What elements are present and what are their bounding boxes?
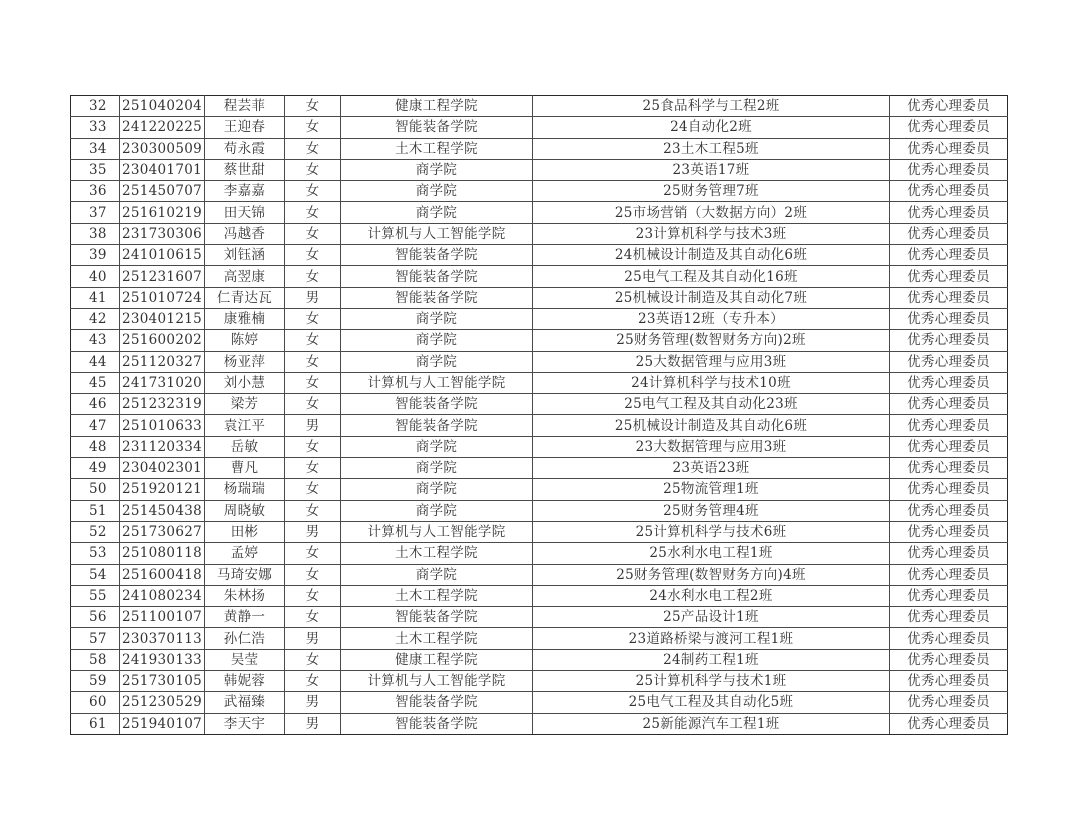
college-cell: 计算机与人工智能学院 [341,521,533,542]
student-name-cell: 岳敏 [205,436,285,457]
serial-number-cell: 39 [71,245,120,266]
serial-number-cell: 58 [71,649,120,670]
student-name-cell: 周晓敏 [205,500,285,521]
serial-number-cell: 34 [71,138,120,159]
college-cell: 智能装备学院 [341,287,533,308]
table-row [71,159,1008,180]
student-id-cell: 251010633 [120,415,205,436]
student-id-cell: 251230529 [120,692,205,713]
gender-cell: 女 [285,372,341,393]
gender-cell: 男 [285,287,341,308]
gender-cell: 女 [285,181,341,202]
table-row [71,521,1008,542]
student-id-cell: 251940107 [120,713,205,734]
student-name-cell: 孟婷 [205,543,285,564]
gender-cell: 女 [285,223,341,244]
gender-cell: 女 [285,351,341,372]
class-name-cell: 24机械设计制造及其自动化6班 [533,245,890,266]
table-row [71,138,1008,159]
award-title-cell: 优秀心理委员 [890,330,1008,351]
class-name-cell: 25市场营销（大数据方向）2班 [533,202,890,223]
serial-number-cell: 56 [71,607,120,628]
student-name-cell: 袁江平 [205,415,285,436]
college-cell: 商学院 [341,202,533,223]
table-row [71,181,1008,202]
college-cell: 商学院 [341,181,533,202]
class-name-cell: 23道路桥梁与渡河工程1班 [533,628,890,649]
award-title-cell: 优秀心理委员 [890,287,1008,308]
student-id-cell: 230401215 [120,308,205,329]
student-name-cell: 田彬 [205,521,285,542]
gender-cell: 男 [285,713,341,734]
college-cell: 健康工程学院 [341,649,533,670]
serial-number-cell: 61 [71,713,120,734]
student-name-cell: 仁青达瓦 [205,287,285,308]
award-title-cell: 优秀心理委员 [890,138,1008,159]
student-id-cell: 230401701 [120,159,205,180]
table-row [71,458,1008,479]
student-name-cell: 李天宇 [205,713,285,734]
class-name-cell: 25食品科学与工程2班 [533,96,890,117]
class-name-cell: 24制药工程1班 [533,649,890,670]
award-title-cell: 优秀心理委员 [890,521,1008,542]
serial-number-cell: 41 [71,287,120,308]
college-cell: 商学院 [341,479,533,500]
student-id-cell: 251120327 [120,351,205,372]
student-name-cell: 康雅楠 [205,308,285,329]
class-name-cell: 25大数据管理与应用3班 [533,351,890,372]
award-title-cell: 优秀心理委员 [890,96,1008,117]
class-name-cell: 24水利水电工程2班 [533,585,890,606]
class-name-cell: 25计算机科学与技术6班 [533,521,890,542]
table-row [71,415,1008,436]
table-row [71,479,1008,500]
college-cell: 智能装备学院 [341,117,533,138]
award-title-cell: 优秀心理委员 [890,479,1008,500]
student-name-cell: 曹凡 [205,458,285,479]
student-name-cell: 蔡世甜 [205,159,285,180]
serial-number-cell: 35 [71,159,120,180]
award-title-cell: 优秀心理委员 [890,713,1008,734]
table-row [71,266,1008,287]
award-title-cell: 优秀心理委员 [890,266,1008,287]
student-id-cell: 230370113 [120,628,205,649]
award-title-cell: 优秀心理委员 [890,245,1008,266]
award-title-cell: 优秀心理委员 [890,351,1008,372]
class-name-cell: 25水利水电工程1班 [533,543,890,564]
serial-number-cell: 37 [71,202,120,223]
serial-number-cell: 51 [71,500,120,521]
student-name-cell: 吴莹 [205,649,285,670]
student-id-cell: 251600202 [120,330,205,351]
award-title-cell: 优秀心理委员 [890,543,1008,564]
table-row [71,607,1008,628]
student-name-cell: 苟永霞 [205,138,285,159]
gender-cell: 女 [285,330,341,351]
gender-cell: 男 [285,692,341,713]
serial-number-cell: 52 [71,521,120,542]
serial-number-cell: 49 [71,458,120,479]
gender-cell: 男 [285,415,341,436]
serial-number-cell: 48 [71,436,120,457]
college-cell: 商学院 [341,330,533,351]
student-name-cell: 杨瑞瑞 [205,479,285,500]
award-title-cell: 优秀心理委员 [890,181,1008,202]
class-name-cell: 25物流管理1班 [533,479,890,500]
serial-number-cell: 54 [71,564,120,585]
student-id-cell: 251600418 [120,564,205,585]
college-cell: 智能装备学院 [341,245,533,266]
table-row [71,500,1008,521]
student-id-cell: 241220225 [120,117,205,138]
gender-cell: 女 [285,436,341,457]
serial-number-cell: 38 [71,223,120,244]
college-cell: 土木工程学院 [341,628,533,649]
serial-number-cell: 33 [71,117,120,138]
award-title-cell: 优秀心理委员 [890,671,1008,692]
gender-cell: 女 [285,308,341,329]
gender-cell: 女 [285,96,341,117]
college-cell: 商学院 [341,564,533,585]
award-roster-table [70,95,1008,735]
college-cell: 智能装备学院 [341,394,533,415]
table-row [71,713,1008,734]
college-cell: 智能装备学院 [341,415,533,436]
table-row [71,202,1008,223]
award-title-cell: 优秀心理委员 [890,500,1008,521]
student-name-cell: 韩妮蓉 [205,671,285,692]
class-name-cell: 23土木工程5班 [533,138,890,159]
student-name-cell: 李嘉嘉 [205,181,285,202]
gender-cell: 女 [285,500,341,521]
class-name-cell: 23英语23班 [533,458,890,479]
student-name-cell: 杨亚萍 [205,351,285,372]
class-name-cell: 25财务管理(数智财务方向)4班 [533,564,890,585]
award-title-cell: 优秀心理委员 [890,117,1008,138]
table-row [71,585,1008,606]
student-name-cell: 孙仁浩 [205,628,285,649]
class-name-cell: 24自动化2班 [533,117,890,138]
college-cell: 智能装备学院 [341,266,533,287]
student-name-cell: 刘小慧 [205,372,285,393]
serial-number-cell: 57 [71,628,120,649]
student-id-cell: 241930133 [120,649,205,670]
gender-cell: 女 [285,394,341,415]
serial-number-cell: 47 [71,415,120,436]
gender-cell: 女 [285,564,341,585]
student-id-cell: 241010615 [120,245,205,266]
class-name-cell: 25财务管理4班 [533,500,890,521]
student-id-cell: 251232319 [120,394,205,415]
gender-cell: 女 [285,266,341,287]
college-cell: 商学院 [341,436,533,457]
student-id-cell: 241080234 [120,585,205,606]
serial-number-cell: 53 [71,543,120,564]
table-row [71,372,1008,393]
student-id-cell: 231120334 [120,436,205,457]
table-row [71,564,1008,585]
student-id-cell: 251450707 [120,181,205,202]
award-title-cell: 优秀心理委员 [890,202,1008,223]
college-cell: 智能装备学院 [341,713,533,734]
student-name-cell: 武福臻 [205,692,285,713]
award-title-cell: 优秀心理委员 [890,159,1008,180]
award-title-cell: 优秀心理委员 [890,607,1008,628]
award-title-cell: 优秀心理委员 [890,585,1008,606]
student-id-cell: 251040204 [120,96,205,117]
table-row [71,436,1008,457]
college-cell: 土木工程学院 [341,138,533,159]
gender-cell: 女 [285,649,341,670]
college-cell: 商学院 [341,351,533,372]
gender-cell: 女 [285,159,341,180]
table-row [71,628,1008,649]
table-row [71,287,1008,308]
gender-cell: 女 [285,671,341,692]
serial-number-cell: 46 [71,394,120,415]
student-name-cell: 马琦安娜 [205,564,285,585]
gender-cell: 男 [285,521,341,542]
serial-number-cell: 45 [71,372,120,393]
student-id-cell: 241731020 [120,372,205,393]
class-name-cell: 25电气工程及其自动化16班 [533,266,890,287]
serial-number-cell: 44 [71,351,120,372]
student-id-cell: 251231607 [120,266,205,287]
table-row [71,96,1008,117]
class-name-cell: 25机械设计制造及其自动化7班 [533,287,890,308]
student-id-cell: 251450438 [120,500,205,521]
class-name-cell: 23大数据管理与应用3班 [533,436,890,457]
college-cell: 健康工程学院 [341,96,533,117]
student-id-cell: 251010724 [120,287,205,308]
table-row [71,117,1008,138]
college-cell: 商学院 [341,308,533,329]
student-name-cell: 冯越香 [205,223,285,244]
gender-cell: 女 [285,607,341,628]
award-title-cell: 优秀心理委员 [890,308,1008,329]
award-title-cell: 优秀心理委员 [890,628,1008,649]
student-id-cell: 230300509 [120,138,205,159]
serial-number-cell: 50 [71,479,120,500]
table-row [71,543,1008,564]
class-name-cell: 23英语12班（专升本） [533,308,890,329]
class-name-cell: 24计算机科学与技术10班 [533,372,890,393]
student-id-cell: 231730306 [120,223,205,244]
class-name-cell: 23计算机科学与技术3班 [533,223,890,244]
serial-number-cell: 32 [71,96,120,117]
student-id-cell: 230402301 [120,458,205,479]
student-id-cell: 251100107 [120,607,205,628]
roster-body [71,96,1008,735]
class-name-cell: 25计算机科学与技术1班 [533,671,890,692]
award-title-cell: 优秀心理委员 [890,564,1008,585]
serial-number-cell: 42 [71,308,120,329]
serial-number-cell: 60 [71,692,120,713]
student-id-cell: 251730627 [120,521,205,542]
award-title-cell: 优秀心理委员 [890,649,1008,670]
student-name-cell: 王迎春 [205,117,285,138]
student-name-cell: 刘钰涵 [205,245,285,266]
serial-number-cell: 40 [71,266,120,287]
serial-number-cell: 36 [71,181,120,202]
college-cell: 计算机与人工智能学院 [341,671,533,692]
student-id-cell: 251080118 [120,543,205,564]
table-row [71,394,1008,415]
college-cell: 土木工程学院 [341,585,533,606]
college-cell: 智能装备学院 [341,692,533,713]
student-name-cell: 程芸菲 [205,96,285,117]
student-id-cell: 251920121 [120,479,205,500]
award-title-cell: 优秀心理委员 [890,415,1008,436]
college-cell: 商学院 [341,500,533,521]
student-name-cell: 黄静一 [205,607,285,628]
student-name-cell: 田天锦 [205,202,285,223]
award-title-cell: 优秀心理委员 [890,692,1008,713]
table-row [71,649,1008,670]
class-name-cell: 25财务管理7班 [533,181,890,202]
serial-number-cell: 59 [71,671,120,692]
student-id-cell: 251610219 [120,202,205,223]
gender-cell: 女 [285,202,341,223]
award-title-cell: 优秀心理委员 [890,372,1008,393]
student-name-cell: 陈婷 [205,330,285,351]
table-row [71,671,1008,692]
table-row [71,308,1008,329]
college-cell: 计算机与人工智能学院 [341,372,533,393]
class-name-cell: 25产品设计1班 [533,607,890,628]
award-title-cell: 优秀心理委员 [890,394,1008,415]
gender-cell: 女 [285,543,341,564]
award-title-cell: 优秀心理委员 [890,223,1008,244]
student-name-cell: 高翌康 [205,266,285,287]
gender-cell: 男 [285,628,341,649]
gender-cell: 女 [285,138,341,159]
class-name-cell: 25新能源汽车工程1班 [533,713,890,734]
gender-cell: 女 [285,479,341,500]
table-row [71,330,1008,351]
gender-cell: 女 [285,245,341,266]
table-row [71,245,1008,266]
serial-number-cell: 43 [71,330,120,351]
college-cell: 商学院 [341,458,533,479]
college-cell: 智能装备学院 [341,607,533,628]
gender-cell: 女 [285,458,341,479]
table-row [71,351,1008,372]
gender-cell: 女 [285,585,341,606]
class-name-cell: 25机械设计制造及其自动化6班 [533,415,890,436]
college-cell: 土木工程学院 [341,543,533,564]
class-name-cell: 25财务管理(数智财务方向)2班 [533,330,890,351]
college-cell: 计算机与人工智能学院 [341,223,533,244]
gender-cell: 女 [285,117,341,138]
class-name-cell: 23英语17班 [533,159,890,180]
table-row [71,692,1008,713]
award-title-cell: 优秀心理委员 [890,436,1008,457]
award-title-cell: 优秀心理委员 [890,458,1008,479]
class-name-cell: 25电气工程及其自动化23班 [533,394,890,415]
student-name-cell: 朱林扬 [205,585,285,606]
table-row [71,223,1008,244]
serial-number-cell: 55 [71,585,120,606]
class-name-cell: 25电气工程及其自动化5班 [533,692,890,713]
student-id-cell: 251730105 [120,671,205,692]
student-name-cell: 梁芳 [205,394,285,415]
college-cell: 商学院 [341,159,533,180]
